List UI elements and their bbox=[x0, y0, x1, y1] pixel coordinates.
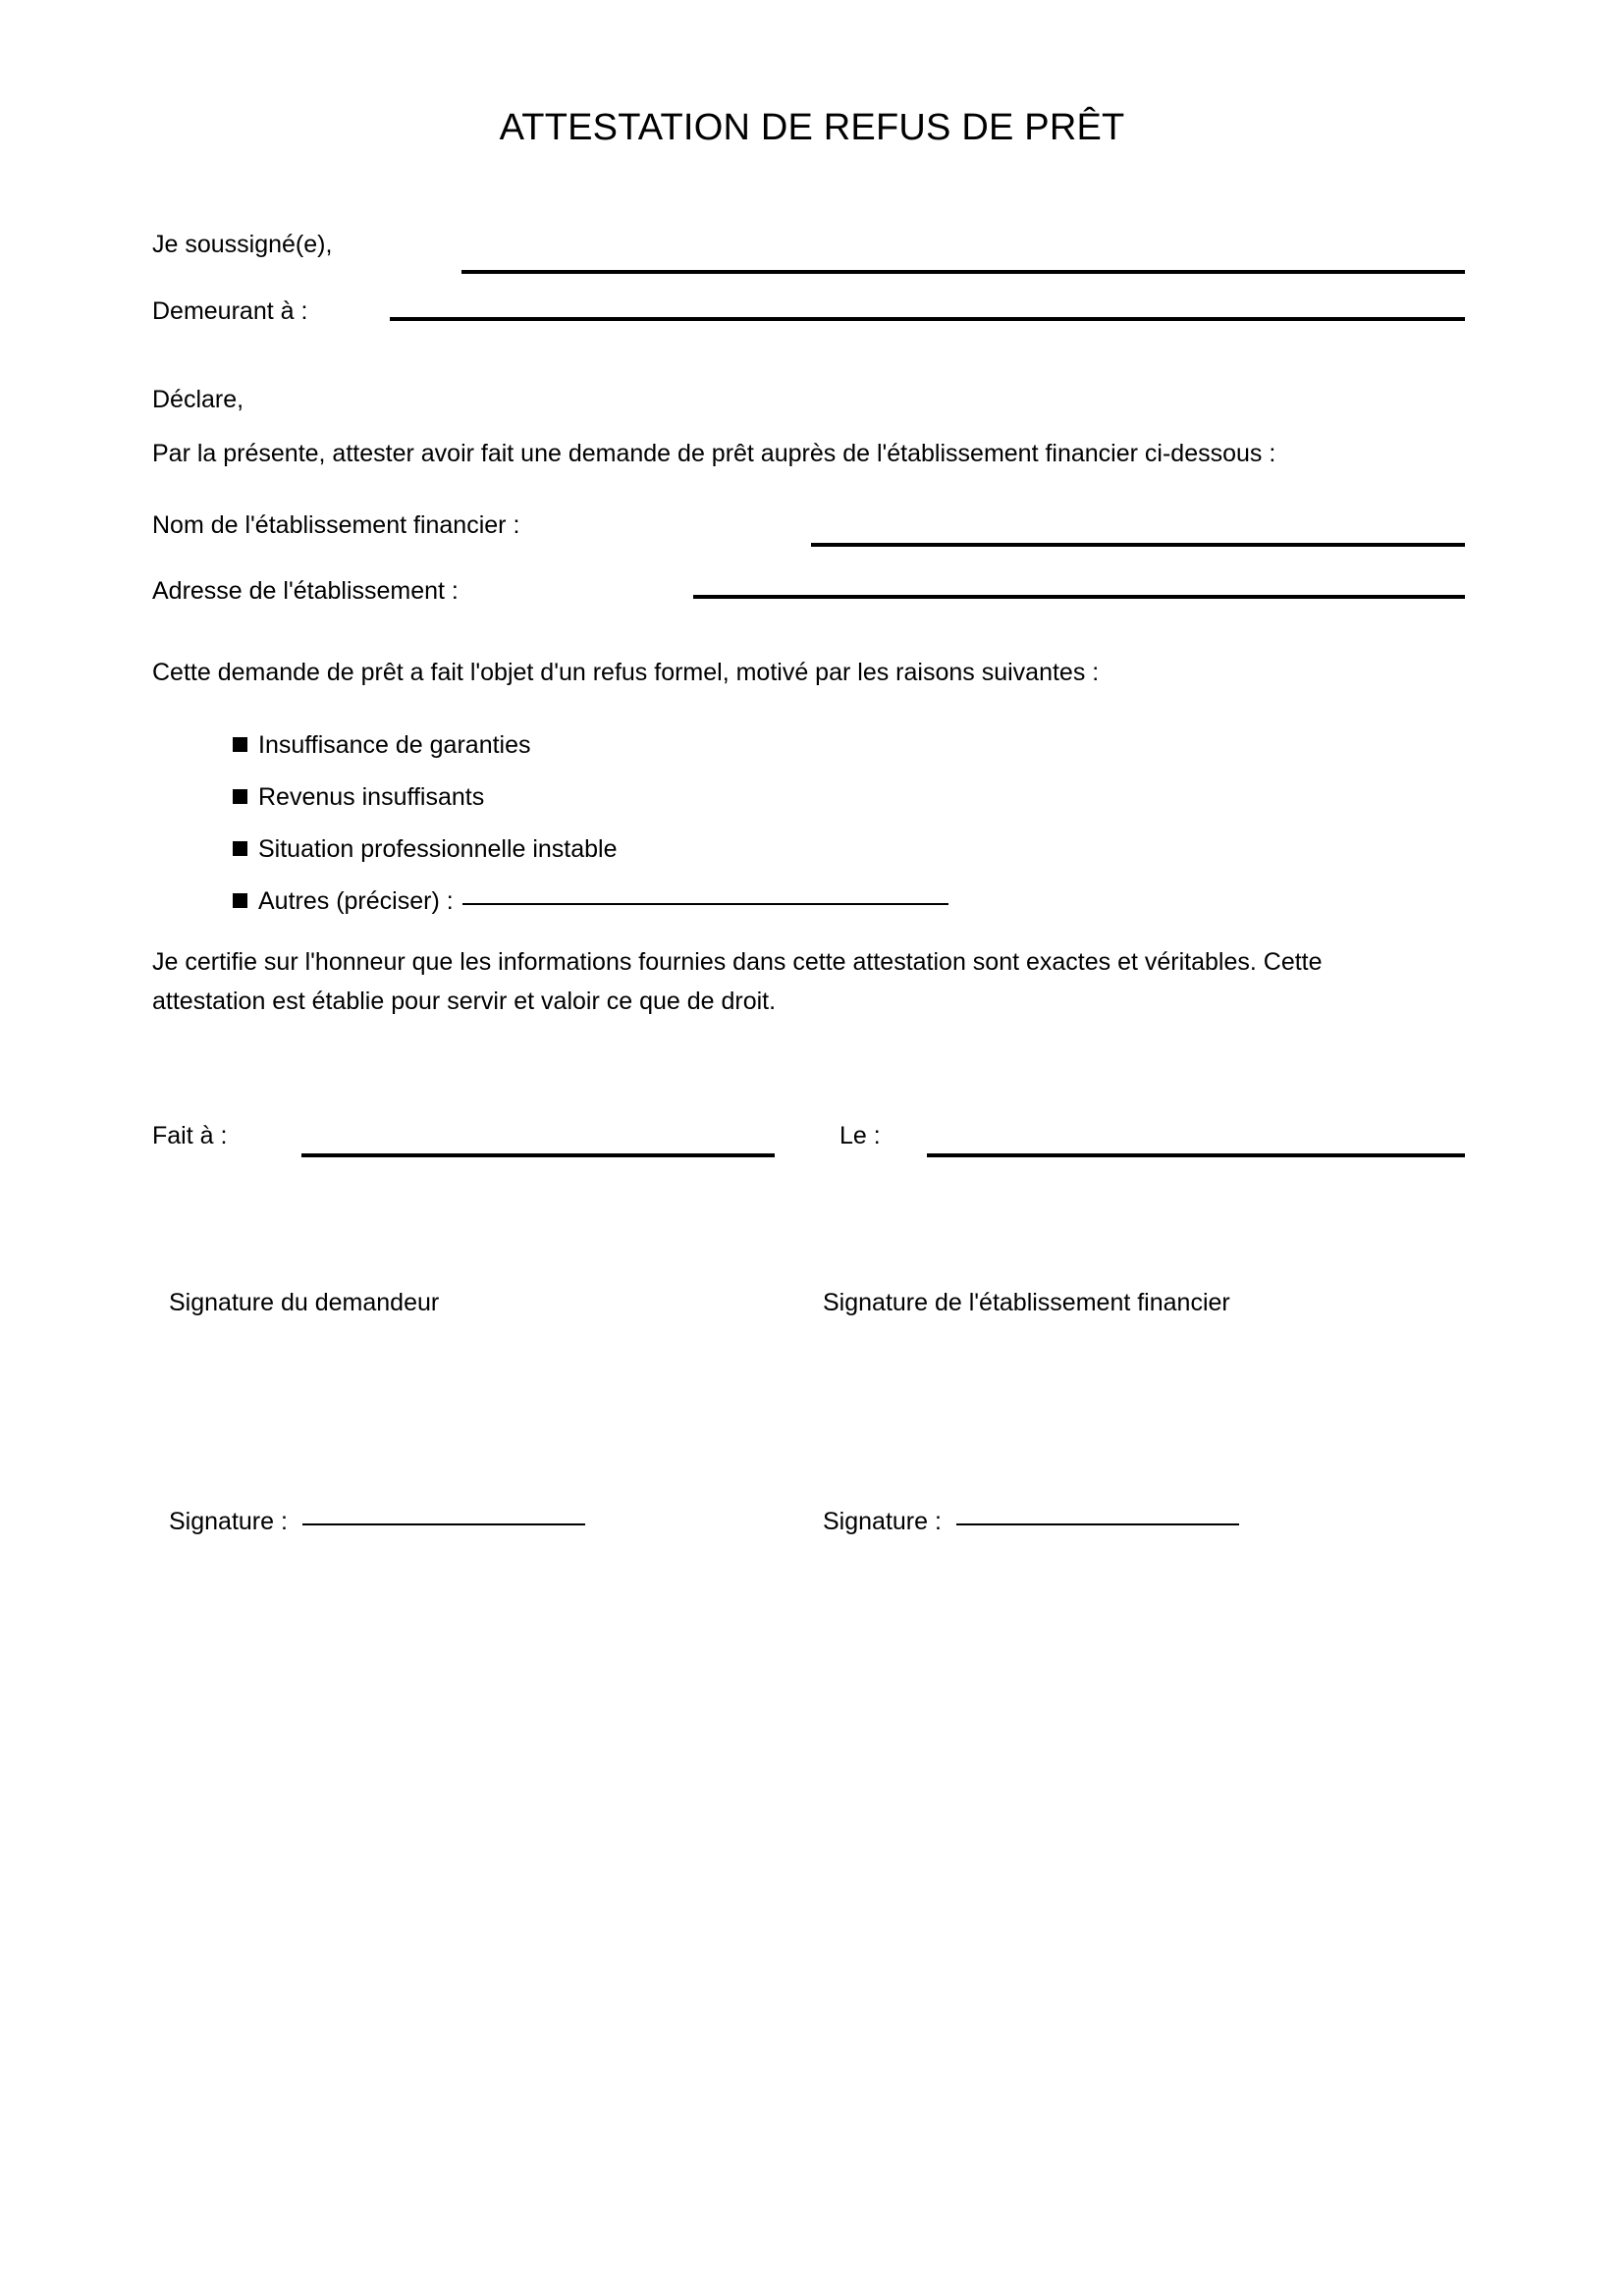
list-item[interactable] bbox=[233, 887, 948, 939]
list-item[interactable] bbox=[233, 783, 948, 835]
filled-square-bullet-icon bbox=[233, 737, 247, 752]
declaration-statement: Par la présente, attester avoir fait une demande de prêt auprès de l'établissement financier ci-dessous : bbox=[152, 440, 1276, 467]
other-reason-field[interactable] bbox=[462, 903, 948, 905]
reason-label: Autres (préciser) : bbox=[258, 887, 454, 915]
applicant-signature-label: Signature : bbox=[169, 1508, 288, 1535]
institution-name-field-rule[interactable] bbox=[811, 543, 1465, 547]
refusal-intro: Cette demande de prêt a fait l'objet d'un refus formel, motivé par les raisons suivantes : bbox=[152, 659, 1100, 686]
applicant-signature-heading: Signature du demandeur bbox=[169, 1289, 440, 1316]
page-title: ATTESTATION DE REFUS DE PRÊT bbox=[499, 107, 1125, 148]
list-item[interactable] bbox=[233, 731, 948, 783]
institution-signature-label: Signature : bbox=[823, 1508, 942, 1535]
institution-name-label: Nom de l'établissement financier : bbox=[152, 511, 520, 539]
list-item[interactable] bbox=[233, 835, 948, 887]
filled-square-bullet-icon bbox=[233, 789, 247, 804]
date-field-rule[interactable] bbox=[927, 1153, 1465, 1157]
applicant-signature-field[interactable] bbox=[302, 1523, 585, 1525]
institution-signature-field[interactable] bbox=[956, 1523, 1239, 1525]
refusal-reasons-list bbox=[233, 731, 948, 939]
undersigned-field-rule[interactable] bbox=[461, 270, 1465, 274]
date-label: Le : bbox=[839, 1122, 881, 1149]
institution-address-field-rule[interactable] bbox=[693, 595, 1465, 599]
residing-label: Demeurant à : bbox=[152, 297, 308, 325]
place-label: Fait à : bbox=[152, 1122, 228, 1149]
institution-signature-row bbox=[823, 1508, 1239, 1536]
certification-line-2: attestation est établie pour servir et valoir ce que de droit. bbox=[152, 988, 777, 1015]
undersigned-label: Je soussigné(e), bbox=[152, 231, 333, 258]
institution-address-label: Adresse de l'établissement : bbox=[152, 577, 459, 605]
declare-label: Déclare, bbox=[152, 386, 244, 413]
place-field-rule[interactable] bbox=[301, 1153, 775, 1157]
applicant-signature-row bbox=[169, 1508, 585, 1536]
reason-label: Revenus insuffisants bbox=[258, 783, 485, 811]
reason-label: Insuffisance de garanties bbox=[258, 731, 531, 759]
residing-field-rule[interactable] bbox=[390, 317, 1465, 321]
filled-square-bullet-icon bbox=[233, 893, 247, 908]
certification-line-1: Je certifie sur l'honneur que les informations fournies dans cette attestation sont exactes et véritables. Cette bbox=[152, 948, 1323, 976]
reason-label: Situation professionnelle instable bbox=[258, 835, 618, 863]
institution-signature-heading: Signature de l'établissement financier bbox=[823, 1289, 1230, 1316]
filled-square-bullet-icon bbox=[233, 841, 247, 856]
